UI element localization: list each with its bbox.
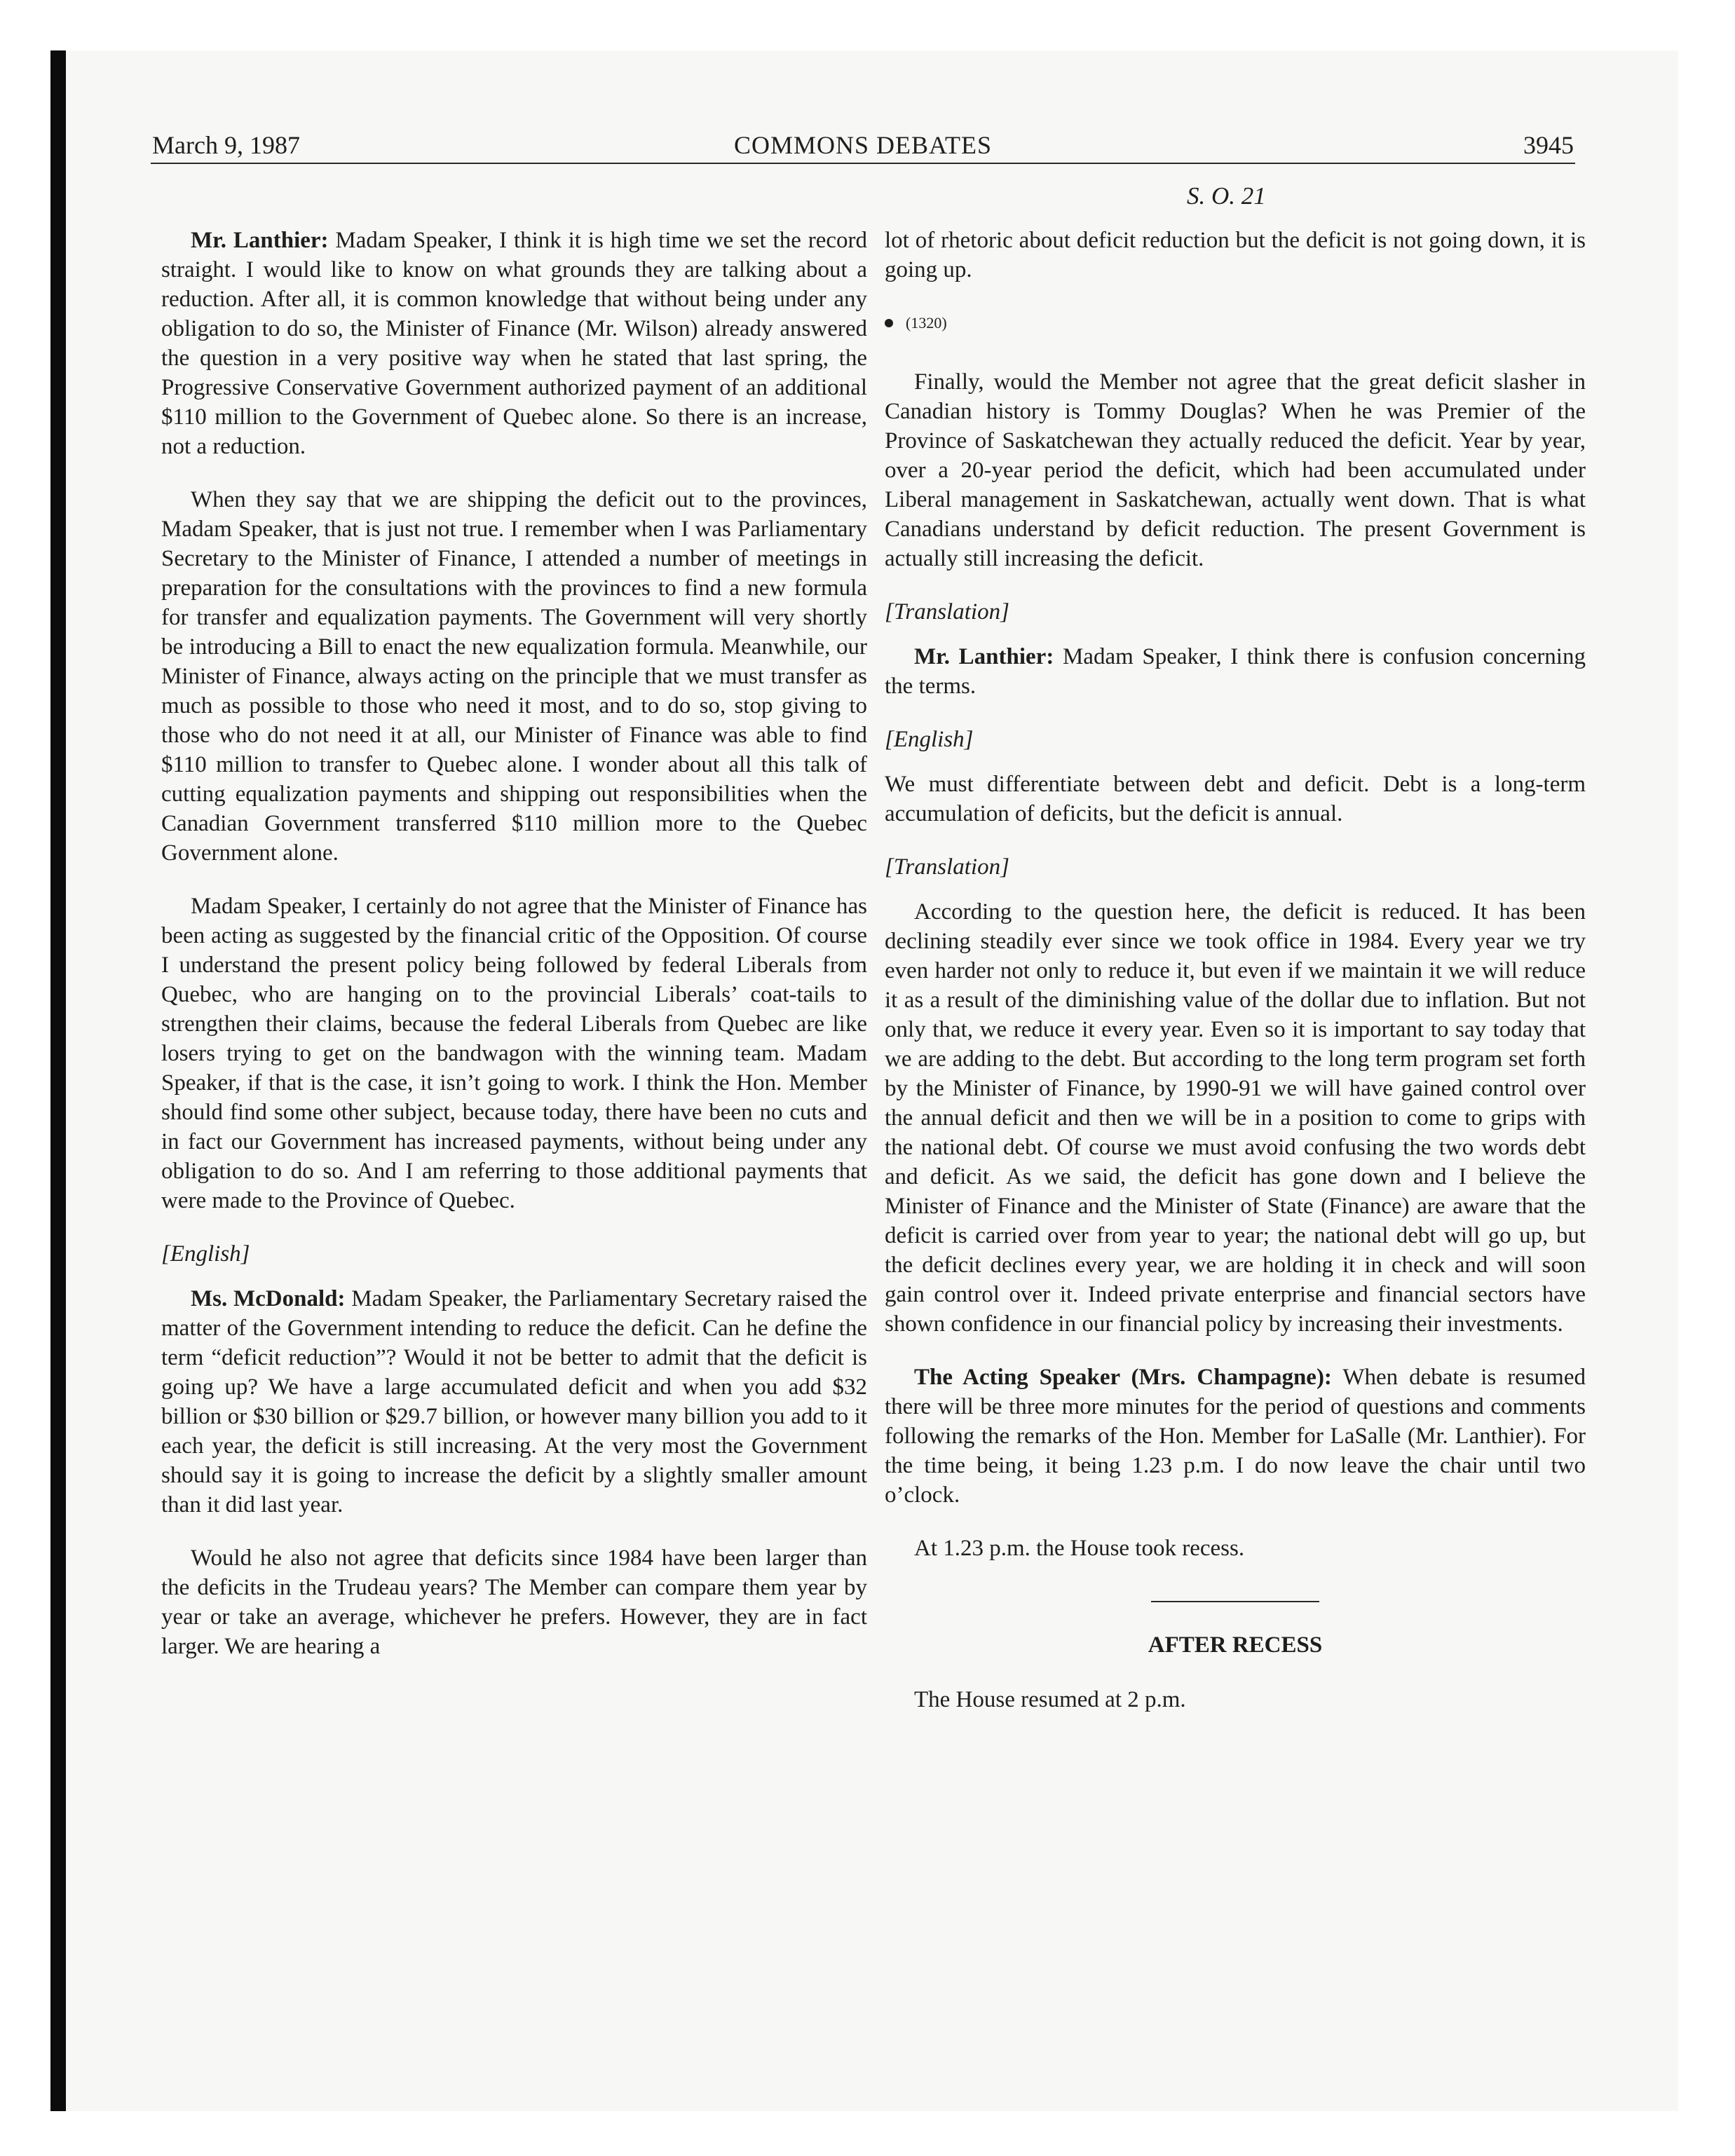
speaker-name: Mr. Lanthier: — [191, 228, 329, 253]
paragraph — [161, 226, 867, 461]
section-divider — [1151, 1601, 1319, 1602]
paragraph: At 1.23 p.m. the House took recess. — [914, 1536, 1245, 1561]
paragraph — [161, 1284, 867, 1520]
right-column — [885, 226, 1586, 1714]
paragraph: Would he also not agree that deficits since 1984 have been larger than the deficits in the Trudeau years? The Member can compare them year by year or take an average, whichever he prefers. However, they are in fact larger. We are hearing a — [161, 1546, 867, 1659]
time-marker-text: (1320) — [906, 314, 947, 332]
running-header — [151, 130, 1575, 164]
language-tag: [Translation] — [885, 599, 1009, 625]
header-title: COMMONS DEBATES — [733, 131, 993, 159]
bullet-icon — [885, 319, 893, 327]
paragraph: According to the question here, the deficit is reduced. It has been declining steadily ever since we took office in 1984. Every year we try even harder not only to reduce it, but even if we maintain it we will reduce it as a result of the diminishing value of the dollar due to inflation. But not only that, we reduce it every year. Even so it is important to say today that we are adding to the debt. But according to the long term program set forth by the Minister of Finance, by 1990-91 we will have gained control over the annual deficit and then we will be in a position to come to grips with the national debt. Of course we must avoid confusing the two words debt and deficit. As we said, the deficit has gone down and I believe the Minister of Finance and the Minister of State (Finance) are aware that the deficit is carried over from year to year; the national debt will go up, but the deficit declines every year, we are holding it in check and will soon gain control over it. Indeed private enterprise and financial sectors have shown confidence in our financial policy by increasing their investments. — [885, 899, 1586, 1337]
after-recess-heading: AFTER RECESS — [1148, 1632, 1323, 1658]
speaker-name: The Acting Speaker (Mrs. Champagne): — [914, 1365, 1332, 1390]
paragraph — [885, 1363, 1586, 1510]
speech-text: Madam Speaker, I think there is confusion concerning the terms. — [885, 644, 1586, 699]
speaker-name: Ms. McDonald: — [191, 1286, 346, 1311]
paragraph: Finally, would the Member not agree that the great deficit slasher in Canadian history is Tommy Douglas? When he was Premier of the Province of Saskatchewan they actually reduced the deficit. Year by year, over a 20-year period the deficit, which had been accumulated under Liberal management in Saskatchewan, actually went down. That is what Canadians understand by deficit reduction. The present Government is actually still increasing the deficit. — [885, 369, 1586, 571]
paragraph: When they say that we are shipping the deficit out to the provinces, Madam Speaker, that is just not true. I remember when I was Parliamentary Secretary to the Minister of Finance, I attended a number of meetings in preparation for the consultations with the provinces to find a new formula for transfer and equalization payments. The Government will very shortly be introducing a Bill to enact the new equalization formula. Meanwhile, our Minister of Finance, always acting on the principle that we must transfer as much as possible to those who need it most, and to do so, stop giving to those who do not need it at all, our Minister of Finance was able to find $110 million to transfer to Quebec alone. I wonder about all this talk of cutting equalization payments and shipping out responsibilities when the Canadian Government transferred $110 million more to the Quebec Government alone. — [161, 487, 867, 866]
language-tag: [English] — [885, 727, 974, 752]
paragraph: The House resumed at 2 p.m. — [914, 1687, 1186, 1712]
section-reference: S. O. 21 — [1187, 182, 1266, 210]
paragraph: Madam Speaker, I certainly do not agree that the Minister of Finance has been acting as suggested by the financial critic of the Opposition. Of course I understand the present policy being followed by federal Liberals from Quebec, who are hanging on to the provincial Liberals’ coat-tails to strengthen their claims, because the federal Liberals from Quebec are like losers trying to get on the bandwagon with the winning team. Madam Speaker, if that is the case, it isn’t going to work. I think the Hon. Member should find some other subject, because today, there have been no cuts and in fact our Government has increased payments, without being under any obligation to do so. And I am referring to those additional payments that were made to the Province of Quebec. — [161, 894, 867, 1213]
paragraph: lot of rhetoric about deficit reduction but the deficit is not going down, it is going up. — [885, 228, 1586, 282]
time-marker — [885, 308, 1586, 338]
speech-text: When debate is resumed there will be three more minutes for the period of questions and comments following the remarks of the Hon. Member for LaSalle (Mr. Lanthier). For the time being, it being 1.23 p.m. I do now leave the chair until two o’clock. — [885, 1365, 1586, 1508]
left-column — [161, 226, 867, 1661]
scan-edge — [50, 50, 66, 2111]
language-tag: [English] — [161, 1241, 250, 1267]
header-date: March 9, 1987 — [152, 131, 300, 159]
speaker-name: Mr. Lanthier: — [914, 644, 1054, 669]
speech-text: Madam Speaker, I think it is high time we set the record straight. I would like to know on what grounds they are talking about a reduction. After all, it is common knowledge that without being under any obligation to do so, the Minister of Finance (Mr. Wilson) already answered the question in a very positive way when he stated that last spring, the Progressive Conservative Government authorized payment of an additional $110 million to the Government of Quebec alone. So there is an increase, not a reduction. — [161, 228, 867, 459]
paragraph — [885, 642, 1586, 701]
page-number: 3945 — [1523, 131, 1574, 159]
paragraph: We must differentiate between debt and deficit. Debt is a long-term accumulation of deficits, but the deficit is annual. — [885, 772, 1586, 826]
speech-text: Madam Speaker, the Parliamentary Secretary raised the matter of the Government intending to reduce the deficit. Can he define the term “deficit reduction”? Would it not be better to admit that the deficit is going up? We have a large accumulated deficit and when you add $32 billion or $30 billion or $29.7 billion, or however many billion you add to it each year, the deficit is still increasing. At the very most the Government should say it is going to increase the deficit by a slightly smaller amount than it did last year. — [161, 1286, 867, 1517]
language-tag: [Translation] — [885, 854, 1009, 880]
